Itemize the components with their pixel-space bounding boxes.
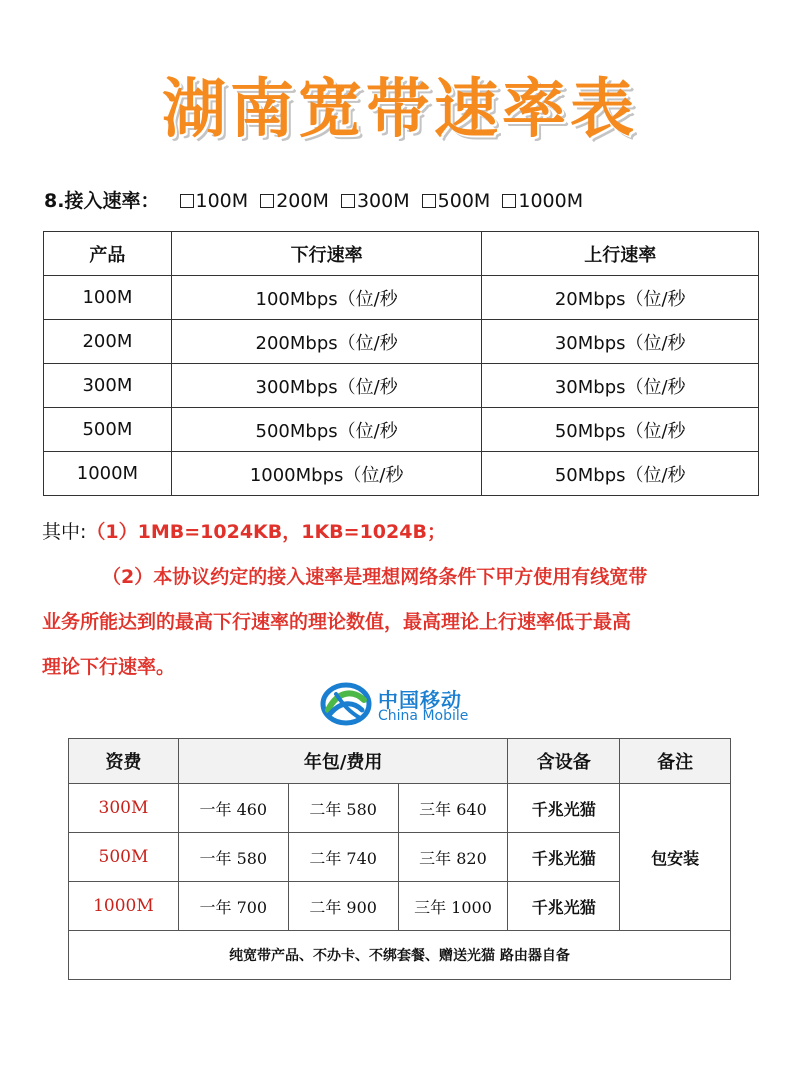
plan-name: 1000M [69, 882, 179, 931]
table-row [44, 364, 759, 408]
header-remark: 备注 [620, 739, 731, 784]
note-1-text: （1）1MB=1024KB，1KB=1024B； [86, 521, 446, 543]
note-1 [42, 510, 762, 555]
cell-downlink: 1000Mbps（位/秒 [171, 452, 482, 496]
cell-downlink: 300Mbps（位/秒 [171, 364, 482, 408]
price-1yr: 一年 580 [178, 833, 288, 882]
device: 千兆光猫 [508, 882, 620, 931]
header-downlink: 下行速率 [171, 232, 482, 276]
cell-product: 1000M [44, 452, 172, 496]
rate-option-500m[interactable]: 500M [422, 190, 491, 212]
brand-name-en: China Mobile [378, 708, 469, 724]
cell-uplink: 20Mbps（位/秒 [482, 276, 759, 320]
price-2yr: 二年 580 [288, 784, 398, 833]
page-title: 湖南宽带速率表 [162, 73, 638, 147]
header-fee: 资费 [69, 739, 179, 784]
access-rate-label: 8.接入速率： [44, 190, 160, 212]
package-table [68, 738, 731, 980]
table-row [44, 452, 759, 496]
cell-downlink: 200Mbps（位/秒 [171, 320, 482, 364]
cell-uplink: 30Mbps（位/秒 [482, 364, 759, 408]
price-1yr: 一年 460 [178, 784, 288, 833]
speed-table-header [44, 232, 759, 276]
cell-uplink: 50Mbps（位/秒 [482, 408, 759, 452]
header-annual-cost: 年包/费用 [178, 739, 508, 784]
price-1yr: 一年 700 [178, 882, 288, 931]
checkbox-icon [180, 194, 194, 208]
table-row [69, 784, 731, 833]
price-3yr: 三年 1000 [398, 882, 508, 931]
cell-product: 300M [44, 364, 172, 408]
table-row [44, 276, 759, 320]
note-2-line-2: 业务所能达到的最高下行速率的理论数值，最高理论上行速率低于最高 [42, 611, 632, 633]
package-table-header [69, 739, 731, 784]
price-3yr: 三年 820 [398, 833, 508, 882]
package-table-footer [69, 931, 731, 980]
rate-option-100m[interactable]: 100M [180, 190, 249, 212]
remark: 包安装 [620, 784, 731, 931]
plan-name: 500M [69, 833, 179, 882]
note-2-line-1: （2）本协议约定的接入速率是理想网络条件下甲方使用有线宽带 [102, 566, 648, 588]
header-device: 含设备 [508, 739, 620, 784]
price-3yr: 三年 640 [398, 784, 508, 833]
note-2-line-3: 理论下行速率。 [42, 656, 176, 678]
cell-uplink: 50Mbps（位/秒 [482, 452, 759, 496]
device: 千兆光猫 [508, 784, 620, 833]
access-rate-line [44, 186, 589, 213]
price-2yr: 二年 740 [288, 833, 398, 882]
table-row [44, 320, 759, 364]
checkbox-icon [260, 194, 274, 208]
notes-prefix: 其中: [42, 521, 87, 543]
device: 千兆光猫 [508, 833, 620, 882]
header-product: 产品 [44, 232, 172, 276]
cell-product: 200M [44, 320, 172, 364]
checkbox-icon [422, 194, 436, 208]
cell-downlink: 500Mbps（位/秒 [171, 408, 482, 452]
cell-uplink: 30Mbps（位/秒 [482, 320, 759, 364]
speed-table [43, 231, 759, 496]
footer-note: 纯宽带产品、不办卡、不绑套餐、赠送光猫 路由器自备 [69, 931, 731, 980]
table-row [44, 408, 759, 452]
china-mobile-logo-icon [320, 680, 372, 728]
price-2yr: 二年 900 [288, 882, 398, 931]
rate-option-1000m[interactable]: 1000M [502, 190, 583, 212]
checkbox-icon [502, 194, 516, 208]
cell-downlink: 100Mbps（位/秒 [171, 276, 482, 320]
notes-section [42, 510, 762, 690]
rate-option-200m[interactable]: 200M [260, 190, 329, 212]
plan-name: 300M [69, 784, 179, 833]
cell-product: 500M [44, 408, 172, 452]
brand-name-cn: 中国移动 [378, 688, 462, 712]
header-uplink: 上行速率 [482, 232, 759, 276]
checkbox-icon [341, 194, 355, 208]
brand-logo [320, 680, 530, 730]
rate-option-300m[interactable]: 300M [341, 190, 410, 212]
cell-product: 100M [44, 276, 172, 320]
